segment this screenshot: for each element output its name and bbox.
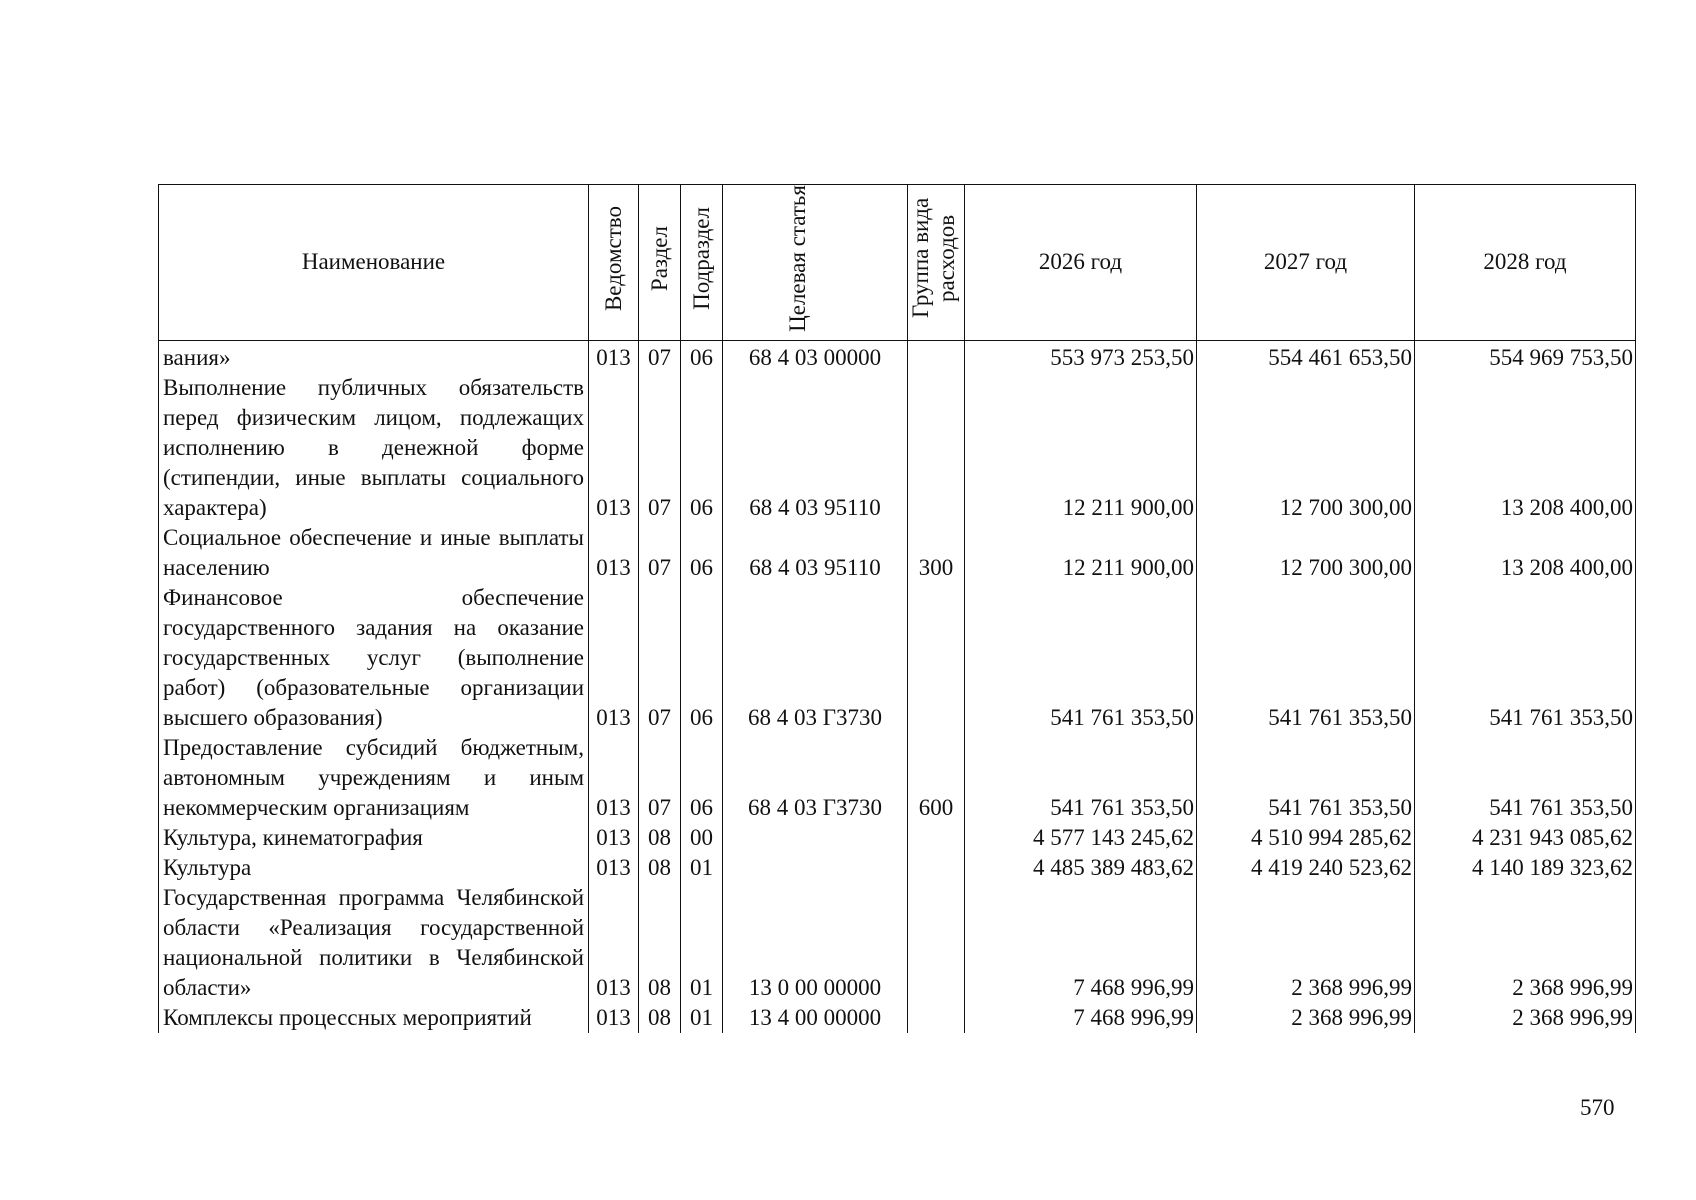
table-row <box>159 733 1636 823</box>
header-2028 <box>1415 185 1636 341</box>
cell-2026: 4 485 389 483,62 <box>965 853 1197 883</box>
cell-2028: 554 969 753,50 <box>1415 340 1636 373</box>
cell-2026: 541 761 353,50 <box>965 583 1197 733</box>
header-2026 <box>965 185 1197 341</box>
cell-dept: 013 <box>589 733 639 823</box>
cell-target-article: 13 4 00 00000 <box>723 1003 908 1033</box>
cell-2027: 2 368 996,99 <box>1197 1003 1415 1033</box>
cell-expense-group <box>908 823 965 853</box>
cell-section: 08 <box>639 853 681 883</box>
header-section-label: Раздел <box>646 225 672 291</box>
cell-2026: 4 577 143 245,62 <box>965 823 1197 853</box>
cell-2027: 554 461 653,50 <box>1197 340 1415 373</box>
cell-dept: 013 <box>589 583 639 733</box>
header-name <box>159 185 589 341</box>
cell-2027: 4 419 240 523,62 <box>1197 853 1415 883</box>
cell-2028: 2 368 996,99 <box>1415 1003 1636 1033</box>
cell-expense-group: 300 <box>908 523 965 583</box>
cell-2026: 7 468 996,99 <box>965 883 1197 1003</box>
table-body <box>159 340 1636 1033</box>
header-2027-label: 2027 год <box>1263 249 1348 275</box>
cell-2028: 2 368 996,99 <box>1415 883 1636 1003</box>
cell-name: Культура <box>159 853 589 883</box>
cell-2027: 541 761 353,50 <box>1197 733 1415 823</box>
cell-target-article <box>723 823 908 853</box>
table-row <box>159 883 1636 1003</box>
cell-subsection: 01 <box>681 883 723 1003</box>
cell-2027: 4 510 994 285,62 <box>1197 823 1415 853</box>
cell-2028: 13 208 400,00 <box>1415 523 1636 583</box>
cell-name: Предоставление субсидий бюджетным, автономным учреждениям и иным некоммерческим организациям <box>159 733 589 823</box>
header-expense-group <box>908 185 965 341</box>
header-2027 <box>1197 185 1415 341</box>
cell-2027: 2 368 996,99 <box>1197 883 1415 1003</box>
cell-target-article: 13 0 00 00000 <box>723 883 908 1003</box>
page-number: 570 <box>1580 1095 1615 1120</box>
header-target-label: Целевая статья <box>785 185 810 332</box>
cell-2026: 12 211 900,00 <box>965 523 1197 583</box>
cell-expense-group <box>908 883 965 1003</box>
cell-dept: 013 <box>589 823 639 853</box>
cell-dept: 013 <box>589 1003 639 1033</box>
cell-section: 08 <box>639 1003 681 1033</box>
header-2028-label: 2028 год <box>1483 249 1567 275</box>
cell-target-article: 68 4 03 00000 <box>723 340 908 373</box>
table-row <box>159 853 1636 883</box>
cell-dept: 013 <box>589 883 639 1003</box>
cell-dept: 013 <box>589 523 639 583</box>
cell-name: Финансовое обеспечение государственного задания на оказание государственных услуг (выполнение работ) (образовательные организации высшего образования) <box>159 583 589 733</box>
cell-section: 07 <box>639 733 681 823</box>
cell-expense-group <box>908 340 965 373</box>
table-row <box>159 523 1636 583</box>
cell-2028: 4 140 189 323,62 <box>1415 853 1636 883</box>
cell-2028: 4 231 943 085,62 <box>1415 823 1636 853</box>
cell-expense-group <box>908 1003 965 1033</box>
header-row <box>159 185 1636 341</box>
cell-section: 08 <box>639 883 681 1003</box>
cell-dept: 013 <box>589 373 639 523</box>
cell-target-article: 68 4 03 95110 <box>723 523 908 583</box>
header-target-article <box>723 185 908 341</box>
cell-subsection: 06 <box>681 340 723 373</box>
header-name-label: Наименование <box>301 249 446 275</box>
cell-2027: 541 761 353,50 <box>1197 583 1415 733</box>
cell-section: 07 <box>639 340 681 373</box>
cell-target-article: 68 4 03 Г3730 <box>723 583 908 733</box>
cell-expense-group <box>908 853 965 883</box>
cell-dept: 013 <box>589 340 639 373</box>
cell-expense-group <box>908 583 965 733</box>
cell-target-article: 68 4 03 Г3730 <box>723 733 908 823</box>
cell-section: 07 <box>639 523 681 583</box>
cell-2028: 541 761 353,50 <box>1415 583 1636 733</box>
cell-2027: 12 700 300,00 <box>1197 373 1415 523</box>
table-row <box>159 340 1636 373</box>
cell-expense-group <box>908 373 965 523</box>
header-subsection <box>681 185 723 341</box>
cell-dept: 013 <box>589 853 639 883</box>
cell-section: 07 <box>639 583 681 733</box>
cell-subsection: 01 <box>681 853 723 883</box>
cell-section: 08 <box>639 823 681 853</box>
cell-2026: 541 761 353,50 <box>965 733 1197 823</box>
cell-2026: 7 468 996,99 <box>965 1003 1197 1033</box>
cell-subsection: 00 <box>681 823 723 853</box>
cell-subsection: 06 <box>681 733 723 823</box>
cell-subsection: 06 <box>681 583 723 733</box>
cell-name: Социальное обеспечение и иные выплаты населению <box>159 523 589 583</box>
cell-subsection: 06 <box>681 373 723 523</box>
table-row <box>159 373 1636 523</box>
header-dept <box>589 185 639 341</box>
cell-name: Комплексы процессных мероприятий <box>159 1003 589 1033</box>
cell-2028: 13 208 400,00 <box>1415 373 1636 523</box>
cell-target-article: 68 4 03 95110 <box>723 373 908 523</box>
cell-name: Государственная программа Челябинской области «Реализация государственной национальной политики в Челябинской области» <box>159 883 589 1003</box>
cell-2026: 12 211 900,00 <box>965 373 1197 523</box>
cell-target-article <box>723 853 908 883</box>
header-section <box>639 185 681 341</box>
table-row <box>159 583 1636 733</box>
table-row <box>159 1003 1636 1033</box>
table-row <box>159 823 1636 853</box>
header-subsection-label: Подраздел <box>688 206 714 310</box>
cell-subsection: 01 <box>681 1003 723 1033</box>
cell-name: вания» <box>159 340 589 373</box>
header-dept-label: Ведомство <box>600 205 626 311</box>
cell-name: Культура, кинематография <box>159 823 589 853</box>
header-group-label: Группа вида расходов <box>908 198 959 319</box>
cell-2026: 553 973 253,50 <box>965 340 1197 373</box>
budget-table <box>158 184 1636 1033</box>
cell-2028: 541 761 353,50 <box>1415 733 1636 823</box>
header-2026-label: 2026 год <box>1038 249 1123 275</box>
cell-2027: 12 700 300,00 <box>1197 523 1415 583</box>
cell-expense-group: 600 <box>908 733 965 823</box>
cell-name: Выполнение публичных обязательств перед физическим лицом, подлежащих исполнению в денежной форме (стипендии, иные выплаты социального характера) <box>159 373 589 523</box>
cell-subsection: 06 <box>681 523 723 583</box>
cell-section: 07 <box>639 373 681 523</box>
